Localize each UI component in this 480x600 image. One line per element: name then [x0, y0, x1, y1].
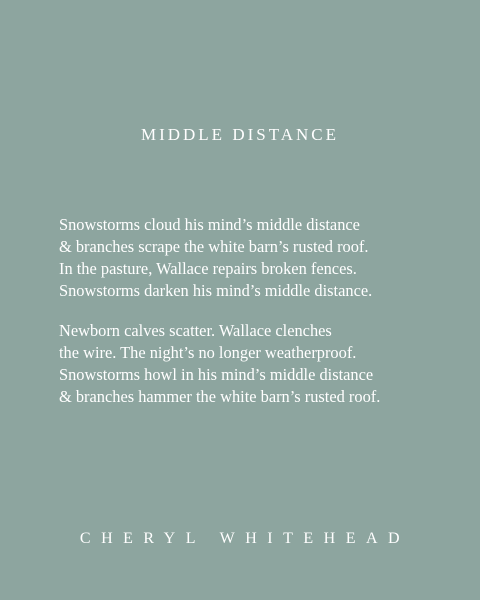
poem-line: In the pasture, Wallace repairs broken fences.	[59, 259, 357, 278]
poem-body	[59, 214, 459, 426]
poem-author: CHERYL WHITEHEAD	[79, 530, 411, 547]
stanza-2	[59, 320, 459, 408]
poem-line: Snowstorms howl in his mind’s middle distance	[59, 365, 374, 384]
poem-line: the wire. The night’s no longer weatherproof.	[59, 343, 357, 362]
poem-title: MIDDLE DISTANCE	[140, 125, 340, 144]
poem-line: Snowstorms cloud his mind’s middle distance	[59, 215, 360, 234]
poem-line: Snowstorms darken his mind’s middle distance.	[59, 281, 373, 300]
poem-line: Newborn calves scatter. Wallace clenches	[59, 321, 332, 340]
poem-line: & branches scrape the white barn’s rusted roof.	[59, 237, 369, 256]
stanza-1	[59, 214, 459, 302]
poem-line: & branches hammer the white barn’s rusted roof.	[59, 387, 381, 406]
